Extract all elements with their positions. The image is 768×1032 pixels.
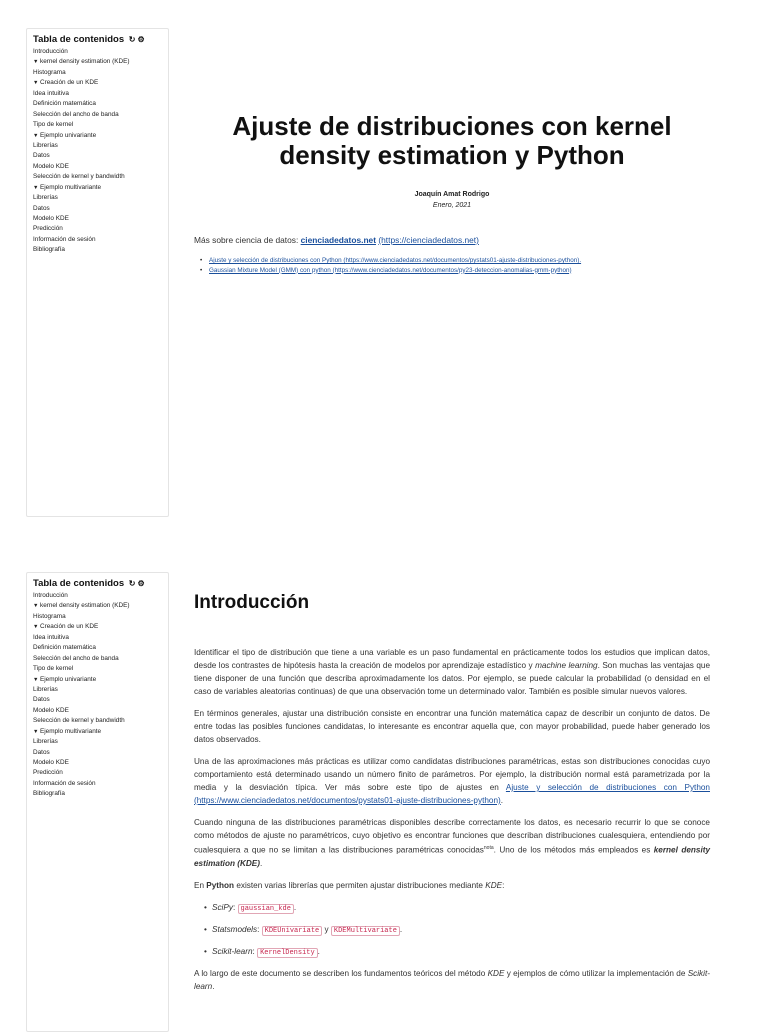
toc-item-modelo-kde[interactable]: Modelo KDE xyxy=(33,706,69,714)
list-item: • Statsmodels: KDEUnivariate y KDEMultivariate . xyxy=(204,924,403,935)
section-body xyxy=(194,646,710,1002)
toc-item-datos[interactable]: Datos xyxy=(33,152,50,160)
related-link-ajuste[interactable]: Ajuste y selección de distribuciones con Python (https://www.cienciadedatos.net/documentos/pystats01-ajuste-distribuciones-python). xyxy=(209,257,582,264)
section-heading-introduccion: Introducción xyxy=(194,592,310,613)
caret-down-icon[interactable]: ▼ xyxy=(33,624,39,631)
paragraph: Cuando ninguna de las distribuciones paramétricas disponibles describe correctamente los datos, es necesario recurrir lo que se conoce como métodos de ajuste no paramétricos, cuyo objetivo es encontrar funciones que describan distribuciones cualesquiera, entendiendo por cualesquiera a que no se limitan a las distribuciones paramétricas conocidas$^{nota}$. Uno de los métodos más empleados es kernel density estimation (KDE). xyxy=(194,818,710,868)
ajuste-distribuciones-link[interactable]: Ajuste y selección de distribuciones con Python (https://www.cienciadedatos.net/documentos/pystats01-ajuste-distribuciones-python) xyxy=(194,783,710,805)
more-info-line xyxy=(194,235,479,245)
toc-item-prediccion[interactable]: Predicción xyxy=(33,769,63,777)
related-links-list xyxy=(200,256,581,275)
toc-item-prediccion[interactable]: Predicción xyxy=(33,225,63,233)
toc-item-datos[interactable]: Datos xyxy=(33,696,50,704)
list-item: • Scikit-learn: KernelDensity . xyxy=(204,946,320,957)
toc-item-introduccion[interactable]: Introducción xyxy=(33,48,68,55)
toc-item-idea-intuitiva[interactable]: Idea intuitiva xyxy=(33,633,69,641)
toc-item-creacion-kde[interactable]: ▼ Creación de un KDE xyxy=(33,78,168,88)
more-prefix: Más sobre ciencia de datos: xyxy=(194,235,301,245)
code-gaussian-kde: gaussian_kde xyxy=(238,904,294,914)
toc-item-info-sesion[interactable]: Información de sesión xyxy=(33,779,96,787)
toc-item-ejemplo-univariante[interactable]: ▼ Ejemplo univariante xyxy=(33,131,168,141)
toc-header xyxy=(33,33,168,47)
paragraph: Identificar el tipo de distribución que tiene a una variable es un paso fundamental en prácticamente todos los estudios que implican datos, desde los contrastes de hipótesis hasta la creación de modelos por aprendizaje estadístico y machine learning. Son muchas las ventajas que tiene disponer de una función que describa aproximadamente los datos. Por ejemplo, se puede calcular la probabilidad (o densidad en el caso de variables aleatorias continuas) de que una observación tome un determinado valor. También es posible simular nuevos valores. xyxy=(194,648,710,696)
document-page-2 xyxy=(0,565,768,1024)
toc-item-definicion[interactable]: Definición matemática xyxy=(33,100,96,108)
footnote-ref[interactable]: nota xyxy=(483,845,494,851)
toc-item-ejemplo-multivariante[interactable]: ▼ Ejemplo multivariante xyxy=(33,183,168,193)
caret-down-icon[interactable]: ▼ xyxy=(33,80,39,87)
toc-item-ejemplo-multivariante[interactable]: ▼ Ejemplo multivariante xyxy=(33,727,168,737)
toc-item-seleccion-kernel[interactable]: Selección de kernel y bandwidth xyxy=(33,173,125,181)
caret-down-icon[interactable]: ▼ xyxy=(33,728,39,735)
toc-item-histograma[interactable]: Histograma xyxy=(33,612,66,620)
table-of-contents xyxy=(26,28,169,517)
toc-item-librerias-2[interactable]: Librerías xyxy=(33,738,58,746)
toc-item-datos-2[interactable]: Datos xyxy=(33,748,50,756)
date: Enero, 2021 xyxy=(432,202,472,209)
toc-item-bibliografia[interactable]: Bibliografía xyxy=(33,790,65,798)
toc-item-librerias[interactable]: Librerías xyxy=(33,685,58,693)
toc-item-idea-intuitiva[interactable]: Idea intuitiva xyxy=(33,89,69,97)
toc-item-seleccion-kernel[interactable]: Selección de kernel y bandwidth xyxy=(33,717,125,725)
table-of-contents xyxy=(26,572,169,1032)
toc-header xyxy=(33,577,168,591)
author: Joaquín Amat Rodrigo xyxy=(414,191,490,198)
toc-title: Tabla de contenidos xyxy=(33,578,125,589)
toc-list xyxy=(33,591,168,800)
paragraph: Una de las aproximaciones más prácticas es utilizar como candidatas distribuciones paramétricas, estas son distribuciones conocidas cuyo comportamiento está determinado usando un número finito de parámetros. Por ejemplo, la distribución normal está parametrizada por la media y la desviación típica. Ver más sobre este tipo de ajustes en Ajuste y selección de distribuciones con Python (https://www.cienciadedatos.net/documentos/pystats01-ajuste-distribuciones-python). xyxy=(194,757,710,805)
refresh-icon[interactable]: ↻ xyxy=(128,35,136,44)
toc-item-kde[interactable]: ▼ kernel density estimation (KDE) xyxy=(33,601,168,611)
toc-item-modelo-kde[interactable]: Modelo KDE xyxy=(33,162,69,170)
list-item: • Gaussian Mixture Model (GMM) con python (https://www.cienciadedatos.net/documentos/py23-deteccion-anomalias-gmm-python) xyxy=(200,266,572,274)
toc-item-creacion-kde[interactable]: ▼ Creación de un KDE xyxy=(33,622,168,632)
caret-down-icon[interactable]: ▼ xyxy=(33,603,39,610)
document-title: Ajuste de distribuciones con kernel density estimation y Python xyxy=(232,111,672,170)
caret-down-icon[interactable]: ▼ xyxy=(33,676,39,683)
toc-item-introduccion[interactable]: Introducción xyxy=(33,592,68,599)
caret-down-icon[interactable]: ▼ xyxy=(33,59,39,66)
toc-item-modelo-kde-2[interactable]: Modelo KDE xyxy=(33,215,69,222)
toc-item-info-sesion[interactable]: Información de sesión xyxy=(33,235,96,243)
cienciadedatos-link[interactable]: cienciadedatos.net xyxy=(300,235,377,245)
toc-title: Tabla de contenidos xyxy=(33,34,125,45)
toc-item-kde[interactable]: ▼ kernel density estimation (KDE) xyxy=(33,57,168,67)
code-kdemultivariate: KDEMultivariate xyxy=(331,926,400,936)
paragraph: En términos generales, ajustar una distribución consiste en encontrar una función matemática capaz de describir un conjunto de datos. De entre todas las posibles funciones candidatas, lo interesante es encontrar aquella que, con mayor probabilidad, puede haber generado los datos observados. xyxy=(194,709,710,744)
paragraph: En Python existen varias librerías que permiten ajustar distribuciones mediante KDE: xyxy=(194,880,505,890)
toc-item-ancho-banda[interactable]: Selección del ancho de banda xyxy=(33,110,119,118)
refresh-icon[interactable]: ↻ xyxy=(128,579,136,588)
gear-icon[interactable]: ⚙ xyxy=(137,35,145,44)
toc-list xyxy=(33,47,168,256)
toc-item-modelo-kde-2[interactable]: Modelo KDE xyxy=(33,759,69,766)
toc-item-librerias-2[interactable]: Librerías xyxy=(33,194,58,202)
toc-item-histograma[interactable]: Histograma xyxy=(33,68,66,76)
cienciadedatos-url-link[interactable]: (https://cienciadedatos.net) xyxy=(378,235,479,245)
code-kerneldensity: KernelDensity xyxy=(257,948,318,958)
toc-item-tipo-kernel[interactable]: Tipo de kernel xyxy=(33,121,74,129)
gear-icon[interactable]: ⚙ xyxy=(137,579,145,588)
toc-item-datos-2[interactable]: Datos xyxy=(33,204,50,212)
toc-item-ejemplo-univariante[interactable]: ▼ Ejemplo univariante xyxy=(33,675,168,685)
list-item: • SciPy: gaussian_kde . xyxy=(204,902,297,913)
related-link-gmm[interactable]: Gaussian Mixture Model (GMM) con python (https://www.cienciadedatos.net/documentos/py23-deteccion-anomalias-gmm-python) xyxy=(209,266,572,274)
list-item: • Ajuste y selección de distribuciones con Python (https://www.cienciadedatos.net/documentos/pystats01-ajuste-distribuciones-python). xyxy=(200,257,582,264)
toc-item-definicion[interactable]: Definición matemática xyxy=(33,644,96,652)
toc-item-tipo-kernel[interactable]: Tipo de kernel xyxy=(33,665,74,673)
caret-down-icon[interactable]: ▼ xyxy=(33,132,39,139)
code-kdeunivariate: KDEUnivariate xyxy=(262,926,323,936)
caret-down-icon[interactable]: ▼ xyxy=(33,184,39,191)
paragraph: A lo largo de este documento se describen los fundamentos teóricos del método KDE y ejemplos de cómo utilizar la implementación de Scikit-learn. xyxy=(194,968,710,991)
library-list xyxy=(194,901,710,960)
toc-item-librerias[interactable]: Librerías xyxy=(33,141,58,149)
toc-item-bibliografia[interactable]: Bibliografía xyxy=(33,246,65,254)
toc-item-ancho-banda[interactable]: Selección del ancho de banda xyxy=(33,654,119,662)
